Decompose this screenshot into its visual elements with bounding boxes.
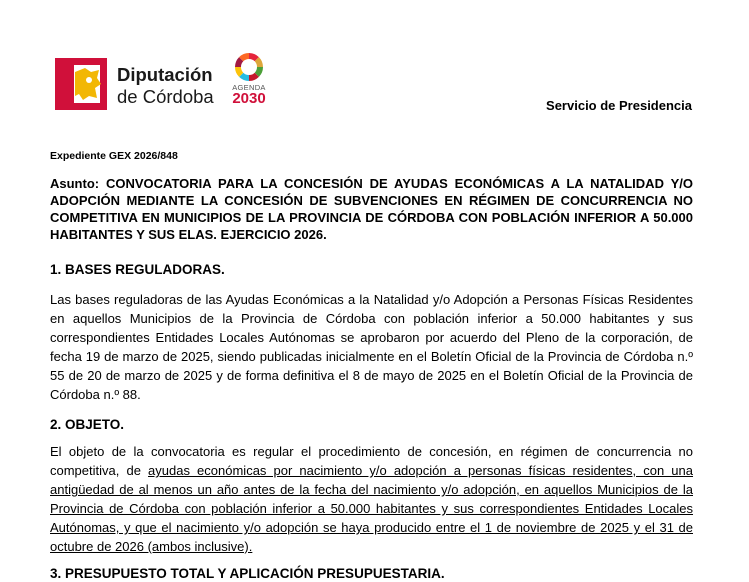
asunto-subject: Asunto: CONVOCATORIA PARA LA CONCESIÓN DE AYUDAS ECONÓMICAS A LA NATALIDAD Y/O ADOPCIÓN MEDIANTE LA CONCESIÓN DE SUBVENCIONES EN RÉGIMEN DE CONCURRENCIA NO COMPETITIVA EN MUNICIPIOS DE LA PROVINCIA DE CÓRDOBA CON POBLACIÓN INFERIOR A 50.000 HABITANTES Y SUS ELAS. EJERCICIO 2026. — [50, 176, 693, 242]
section2-heading: 2. OBJETO. — [50, 417, 125, 432]
logo-line2: de Córdoba — [117, 86, 214, 107]
logo-line1: Diputación — [117, 64, 213, 85]
diputacion-emblem-icon — [55, 58, 107, 110]
expediente-number: Expediente GEX 2026/848 — [50, 150, 178, 162]
agenda-word: AGENDA — [232, 83, 266, 92]
section2-underlined-text: ayudas económicas por nacimiento y/o adopción a personas físicas residentes, con una antigüedad de al menos un año antes de la fecha del nacimiento y/o adopción, en aquellos Municipios de la Provincia de Córdoba con población inferior a 50.000 habitantes y sus correspondientes Entidades Locales Autónomas, y que el nacimiento y/o adopción se haya producido entre el 1 de noviembre de 2025 y el 31 de octubre de 2026 (ambos inclusive). — [50, 463, 694, 554]
section1-text — [50, 290, 693, 404]
section3-heading: 3. PRESUPUESTO TOTAL Y APLICACIÓN PRESUPUESTARIA. — [50, 566, 445, 581]
diputacion-name — [117, 64, 214, 108]
diputacion-logo — [55, 52, 295, 114]
section2-text — [50, 442, 693, 556]
service-name: Servicio de Presidencia — [546, 98, 692, 113]
sdg-wheel-icon — [234, 52, 264, 82]
agenda-year: 2030 — [232, 90, 266, 107]
section2-plain-text: El objeto de la convocatoria es regular el procedimiento de concesión, en régimen de concurrencia no competitiva, de — [50, 444, 693, 478]
section2-paragraph — [50, 442, 693, 556]
section1-paragraph: Las bases reguladoras de las Ayudas Económicas a la Natalidad y/o Adopción a Personas Físicas Residentes en aquellos Municipios de la Provincia de Córdoba con población inferior a 50.000 habitantes y sus correspondientes Entidades Locales Autónomas se aprobaron por acuerdo del Pleno de la corporación, de fecha 19 de marzo de 2025, siendo publicadas inicialmente en el Boletín Oficial de la Provincia de Córdoba n.º 55 de 20 de marzo de 2025 y de forma definitiva el 8 de mayo de 2025 en el Boletín Oficial de la Provincia de Córdoba n.º 88. — [50, 292, 693, 402]
section1-heading: 1. BASES REGULADORAS. — [50, 262, 225, 277]
agenda-2030-logo — [223, 52, 275, 114]
